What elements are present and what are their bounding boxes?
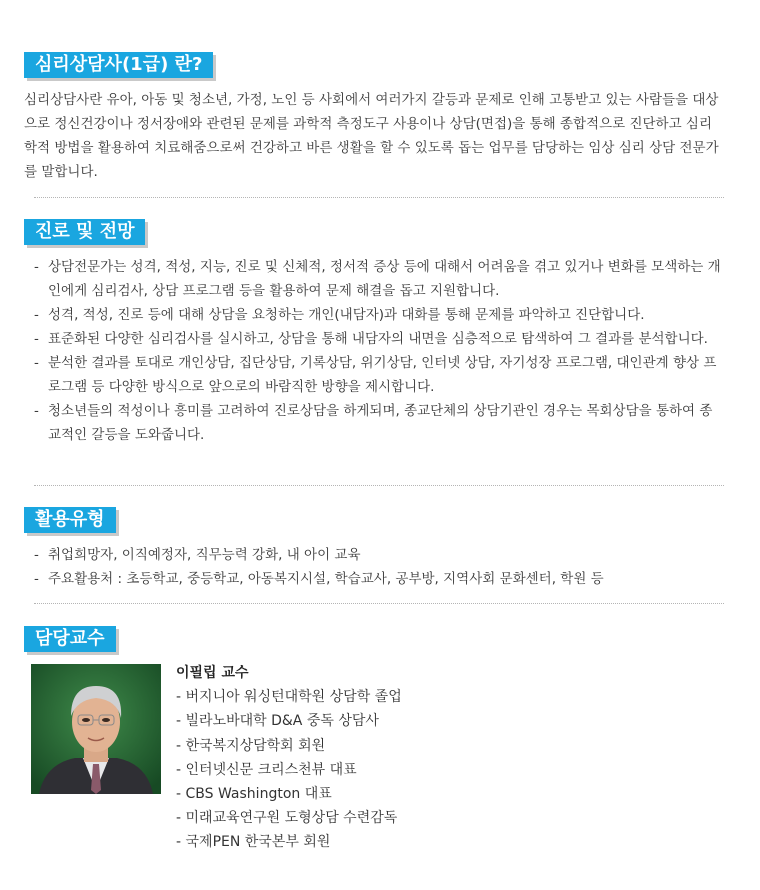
divider [34, 485, 724, 486]
professor-portrait-icon [31, 664, 161, 794]
list-item: - 빌라노바대학 D&A 중독 상담사 [176, 709, 402, 733]
list-item: - CBS Washington 대표 [176, 782, 402, 806]
list-item: - 청소년들의 적성이나 흥미를 고려하여 진로상담을 하게되며, 종교단체의 상담기관인 경우는 목회상담을 통하여 종교적인 갈등을 도와줍니다. [24, 399, 724, 447]
list-item: - 취업희망자, 이직예정자, 직무능력 강화, 내 아이 교육 [24, 543, 724, 567]
list-item: - 한국복지상담학회 회원 [176, 734, 402, 758]
list-item: - 인터넷신문 크리스천뷰 대표 [176, 758, 402, 782]
divider [34, 603, 724, 604]
list-item: - 표준화된 다양한 심리검사를 실시하고, 상담을 통해 내담자의 내면을 심층적으로 탐색하여 그 결과를 분석합니다. [24, 327, 724, 351]
section-career [24, 219, 724, 447]
section-usage [24, 507, 724, 591]
list-item: - 주요활용처 : 초등학교, 중등학교, 아동복지시설, 학습교사, 공부방, 지역사회 문화센터, 학원 등 [24, 567, 724, 591]
professor-photo [31, 664, 161, 794]
professor-credentials [176, 685, 402, 854]
about-paragraph: 심리상담사란 유아, 아동 및 청소년, 가정, 노인 등 사회에서 여러가지 갈등과 문제로 인해 고통받고 있는 사람들을 대상으로 정신건강이나 정서장애와 관련된 문제를 과학적 측정도구 사용이나 상담(면접)을 통해 종합적으로 진단하고 심리학적 방법을 활용하여 치료해줌으로써 건강하고 바른 생활을 할 수 있도록 돕는 업무를 담당하는 임상 심리 상담 전문가를 말합니다. [24, 92, 719, 180]
professor-info [176, 661, 402, 855]
list-item: - 분석한 결과를 토대로 개인상담, 집단상담, 기록상담, 위기상담, 인터넷 상담, 자기성장 프로그램, 대인관계 향상 프로그램 등 다양한 방식으로 앞으로의 바람직한 방향을 제시합니다. [24, 351, 724, 399]
professor-name: 이필립 교수 [176, 665, 249, 681]
list-item: - 국제PEN 한국본부 회원 [176, 830, 402, 854]
section-title-professor: 담당교수 [24, 626, 116, 652]
list-item: - 버지니아 워싱턴대학원 상담학 졸업 [176, 685, 402, 709]
section-professor [24, 626, 724, 652]
section-about [24, 52, 724, 184]
section-title-career: 진로 및 전망 [24, 219, 145, 245]
list-item: - 상담전문가는 성격, 적성, 지능, 진로 및 신체적, 정서적 증상 등에 대해서 어려움을 겪고 있거나 변화를 모색하는 개인에게 심리검사, 상담 프로그램 등을 활용하여 문제 해결을 돕고 지원합니다. [24, 255, 724, 303]
usage-list [24, 543, 724, 591]
section-title-about: 심리상담사(1급) 란? [24, 52, 213, 78]
section-title-usage: 활용유형 [24, 507, 116, 533]
divider [34, 197, 724, 198]
list-item: - 미래교육연구원 도형상담 수련감독 [176, 806, 402, 830]
career-list [24, 255, 724, 447]
list-item: - 성격, 적성, 진로 등에 대해 상담을 요청하는 개인(내담자)과 대화를 통해 문제를 파악하고 진단합니다. [24, 303, 724, 327]
